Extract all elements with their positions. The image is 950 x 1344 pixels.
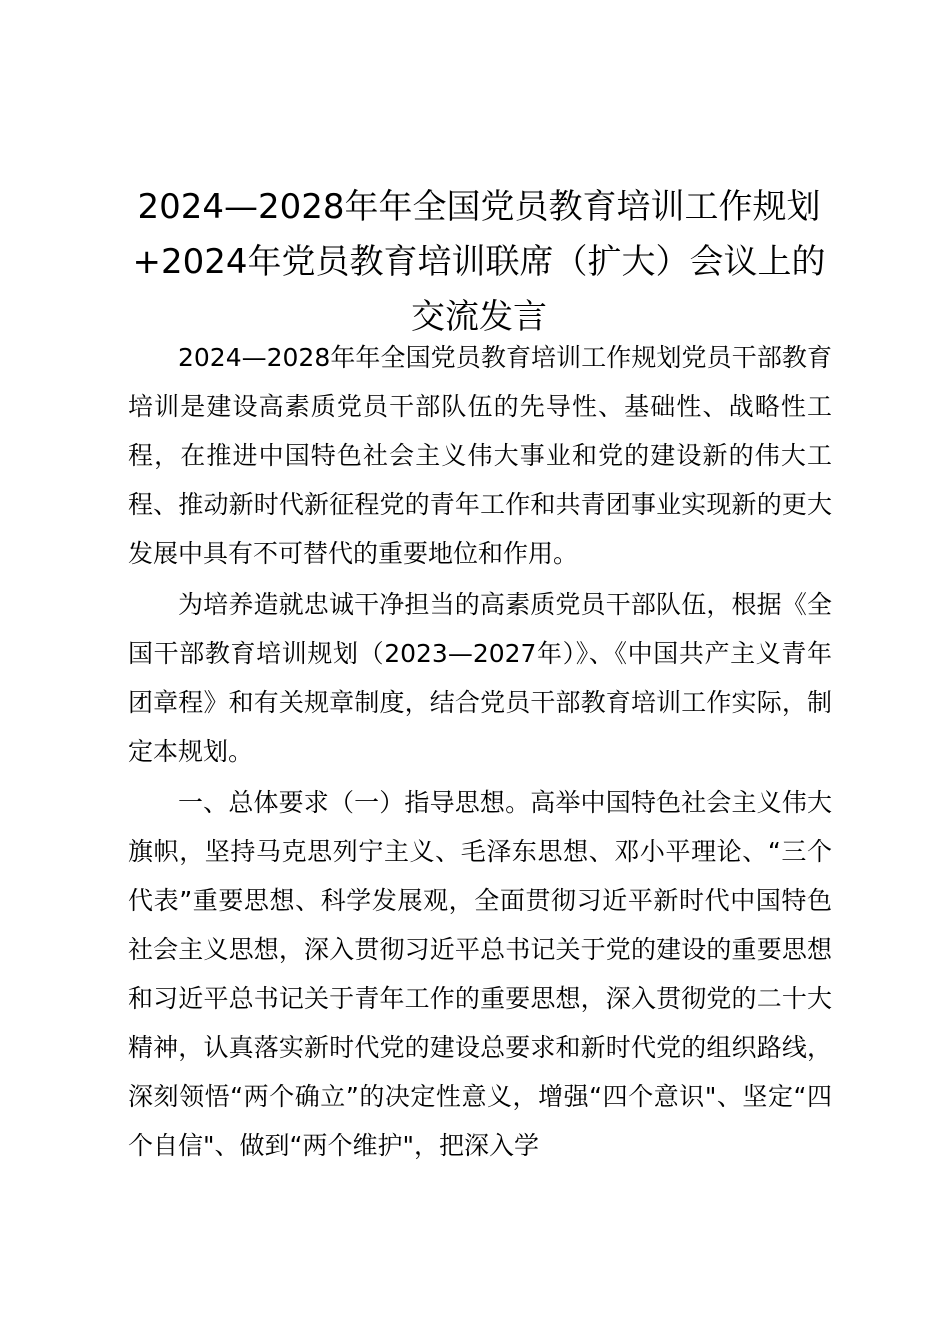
paragraph-general-requirements: 一、总体要求（一）指导思想。高举中国特色社会主义伟大旗帜，坚持马克思列宁主义、毛泽东思想、邓小平理论、“三个代表”重要思想、科学发展观，全面贯彻习近平新时代中国特色社会主义思想，深入贯彻习近平总书记关于党的建设的重要思想和习近平总书记关于青年工作的重要思想，深入贯彻党的二十大精神，认真落实新时代党的建设总要求和新时代党的组织路线，深刻领悟“两个确立”的决定性意义，增强“四个意识"、坚定“四个自信"、做到“两个维护"，把深入学 [128, 788, 832, 1160]
paragraph-purpose: 为培养造就忠诚干净担当的高素质党员干部队伍，根据《全国干部教育培训规划（2023—2027年）》、《中国共产主义青年团章程》和有关规章制度，结合党员干部教育培训工作实际，制定本规划。 [128, 590, 832, 766]
paragraph-intro: 2024—2028年年全国党员教育培训工作规划党员干部教育培训是建设高素质党员干部队伍的先导性、基础性、战略性工程，在推进中国特色社会主义伟大事业和党的建设新的伟大工程、推动新时代新征程党的青年工作和共青团事业实现新的更大发展中具有不可替代的重要地位和作用。 [128, 343, 832, 568]
document-title: 2024—2028年年全国党员教育培训工作规划+2024年党员教育培训联席（扩大）会议上的交流发言 [132, 187, 826, 337]
